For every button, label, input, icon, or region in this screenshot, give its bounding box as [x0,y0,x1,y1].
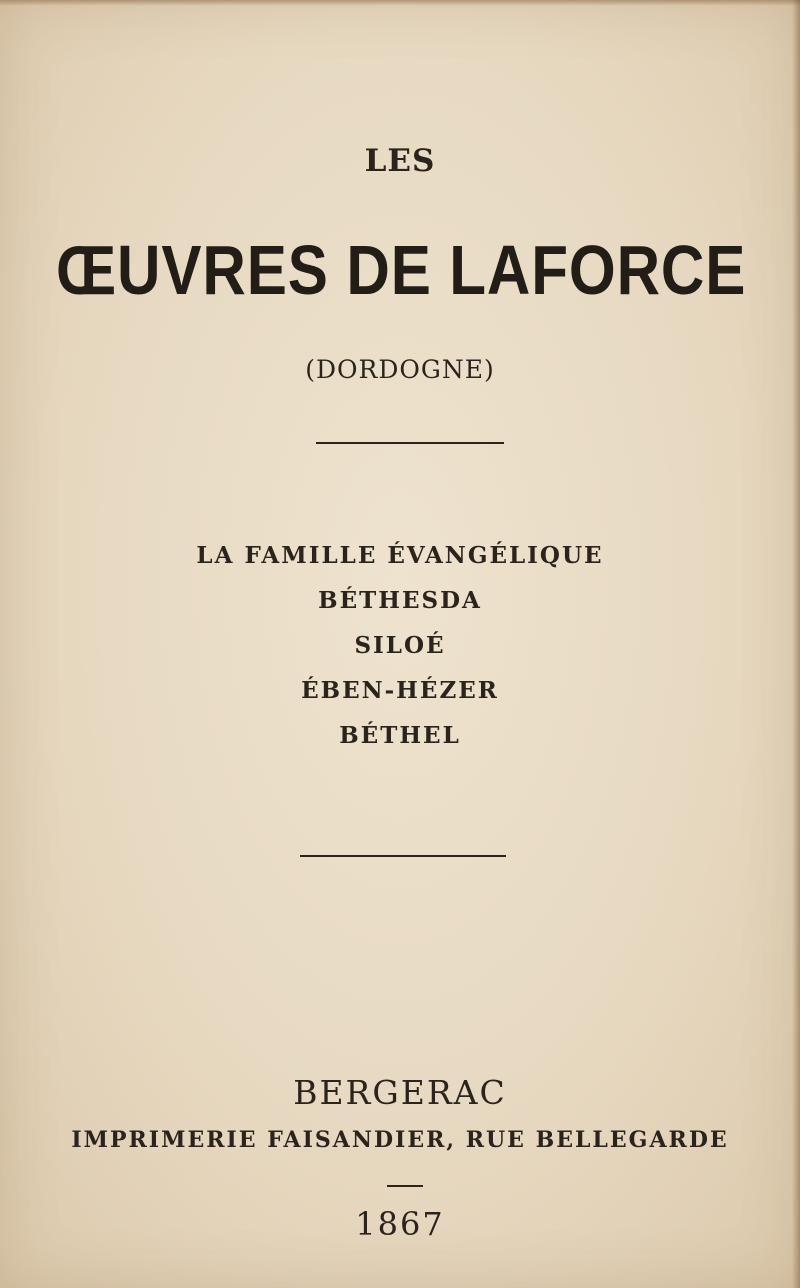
printer-imprint: IMPRIMERIE FAISANDIER, RUE BELLEGARDE [71,1127,729,1153]
works-list-item: ÉBEN-HÉZER [301,677,499,704]
publication-year: 1867 [355,1205,445,1243]
works-list-item: BÉTHESDA [318,587,482,614]
page-top-edge [0,0,800,6]
divider-rule [300,855,506,857]
works-list-item: LA FAMILLE ÉVANGÉLIQUE [196,542,604,569]
works-list-item: BÉTHEL [339,722,461,749]
pre-title: LES [364,143,436,179]
subtitle: (DORDOGNE) [305,355,495,384]
works-list-item: SILOÉ [354,632,446,659]
book-title: ŒUVRES DE LAFORCE [56,231,747,309]
publication-city: BERGERAC [293,1073,507,1112]
divider-rule [316,442,504,444]
short-divider-rule [387,1185,423,1187]
works-list [0,533,800,758]
